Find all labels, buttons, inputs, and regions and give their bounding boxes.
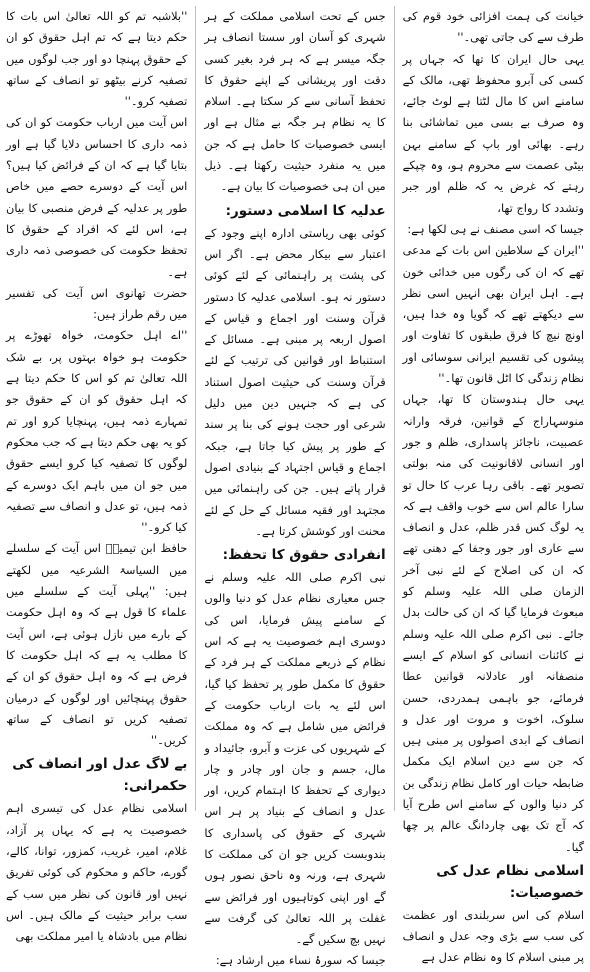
paragraph: نبی اکرم صلی اللہ علیہ وسلم نے جس معیاری نظام عدل کو دنیا والوں کے سامنے پیش فرمایا، اس کی دوسری اہم خصوصیت یہ ہے کہ اس نظام کے ذریعے مملکت کے ہر فرد کے حقوق کا مکمل طور پر تحفظ کیا گیا، اس لئے یہ بات ارباب حکومت کے فرائض میں شامل ہے کہ وہ مملکت کے شہریوں کی عزت و آبرو، جائیداد و مال، جسم و جان اور چادر و چار دیواری کے تحفظ کا اہتمام کریں، اور عدل و انصاف کے بنیاد پر ہر اس شہری کے حقوق کی پاسداری کا بندوبست کریں جو ان کی مملکت کا شہری ہے، ورنہ وہ ناحق نصور ہوں گے اور اپنی کوتاہیوں اور فرائض سے غفلت پر اللہ تعالیٰ کی گرفت سے نہیں بچ سکیں گے۔	[204, 570, 386, 947]
paragraph: اسلامی نظام عدل کی تیسری اہم خصوصیت یہ ہے کہ یہاں پر آزاد، غلام، امیر، غریب، کمزور، توانا، کالے، گورے، حاکم و محکوم کی کوئی تفریق نہیں اور قانون کی نظر میں سب کے سب برابر حیثیت کے مالک ہیں۔ اس نظام میں بادشاہ یا امیر مملکت بھی	[6, 801, 188, 944]
text-column-right	[402, 6, 584, 965]
paragraph: جس کے تحت اسلامی مملکت کے ہر شہری کو آسان اور سستا انصاف ہر جگہ میسر ہے کہ ہر فرد بغیر کسی دقت اور پریشانی کے اپنے حقوق کا تحفظ آسانی سے کر سکتا ہے۔ اسلام کا یہ نظام ہر جگہ بے مثال ہے اور ایسی خصوصیات کا حامل ہے کہ جن میں یہ منفرد حیثیت رکھتا ہے۔ ذیل میں ان ہی خصوصیات کا بیان ہے۔	[204, 9, 386, 194]
paragraph: یہی حال ہندوستان کا تھا، جہاں منوسہاراج کے قوانین، فرقہ وارانہ عصبیت، ناجائز پاسداری، ظلم و جور اور انسانی لاقانونیت کی منہ بولتی تصویر تھے۔ باقی رہا عرب کا حال تو سارا عالم اس سے خوب واقف ہے کہ یہ لوگ کس قدر ظلم، عدل و انصاف سے عاری اور جور وجفا کے دھنی تھے کہ ان کی اصلاح کے لئے نبی آخر الزمان صلی اللہ علیہ وسلم کو مبعوث فرمایا گیا کہ ان کی حالت بدل جائے۔ نبی اکرم صلی اللہ علیہ وسلم نے کائنات انسانی کو اسلام کے ایسے منصفانہ اور عادلانہ قوانین عطا فرمائے، جو باہمی ہمدردی، حسن سلوک، اخوت و مروت اور عدل و انصاف کے ابدی اصولوں پر مبنی ہیں کہ جن سے دین اسلام ایک مکمل ضابطہ حیات اور کامل نظام زندگی بن کر دنیا والوں کے سامنے اس طرح آیا کہ آج تک بھی چاردانگ عالم پر چھا گیا۔	[402, 392, 584, 854]
section-heading: انفرادی حقوق کا تحفظ:	[222, 547, 386, 564]
paragraph: جیسا کہ سورۂ نساء میں ارشاد ہے:	[215, 953, 386, 968]
paragraph: اس آیت میں ارباب حکومت کو ان کی ذمہ داری کا احساس دلایا گیا ہے اور بتایا گیا ہے کہ ان کے فرائض کیا ہیں؟ اس آیت کے دوسرے حصے میں خاص طور پر عدلیہ کے فرض منصبی کا بیان ہے، اس لئے کہ افراد کے حقوق کا تحفظ حکومت کی خصوصی ذمہ داری ہے۔	[6, 115, 188, 279]
text-column-middle	[204, 6, 386, 968]
column-divider	[195, 6, 196, 811]
section-heading: عدلیہ کا اسلامی دستور:	[225, 202, 386, 219]
paragraph: حضرت تھانوی اس آیت کی تفسیر میں رقم طراز ہیں:	[6, 285, 188, 322]
text-column-left	[6, 6, 188, 944]
paragraph: اسلام کی اس سربلندی اور عظمت کی سب سے بڑی وجہ عدل و انصاف پر مبنی اسلام کا وہ نظام عدل ہے	[402, 907, 584, 965]
column-divider	[394, 6, 395, 811]
section-heading: اسلامی نظام عدل کی خصوصیات:	[436, 862, 584, 901]
paragraph: یہی حال ایران کا تھا کہ جہاں پر کسی کی آبرو محفوظ تھی، مالک کے سامنے اس کا مال لٹتا ہے لوٹ جائے، وہ صرف بے بسی میں تماشائی بنا رہے۔ بھائی اور باپ کے سامنے بہن بیٹی عصمت سے محروم ہو، وہ چپکے رہتے کہ غرض یہ کہ ظلم اور جبر وتشدد کا رواج تھا،	[402, 51, 584, 215]
paragraph: حافظ ابن تیمیہؒ اس آیت کے سلسلے میں السیاسۃ الشرعیہ میں لکھتے ہیں: ''پہلی آیت کے سلسلے میں علماء کا قول ہے کہ وہ اہل حکومت کے بارے میں نازل ہوئی ہے، اس آیت کا مطلب یہ ہے کہ اہل حکومت کا فرض ہے کہ وہ اہل حقوق کو ان کے حقوق پہنچائیں اور لوگوں کے درمیان تصفیہ کریں تو انصاف کے ساتھ کریں۔''	[6, 541, 188, 748]
section-heading: بے لاگ عدل اور انصاف کی حکمرانی:	[12, 756, 188, 795]
paragraph: ''اے اہل حکومت، خواہ تھوڑے پر حکومت ہو خواہ بہتوں پر، بے شک اللہ تعالیٰ تم کو اس کا حکم دیتا ہے کہ اہل حقوق کو ان کے حقوق جو تمہارے ذمہ ہیں، پہنچایا کرو اور تم کو یہ بھی حکم دیتا ہے کہ جب محکوم لوگوں کا تصفیہ کیا کرو ایسے حقوق میں جو ان میں باہم ایک دوسرے کے ذمہ ہیں، تو عدل و انصاف سے تصفیہ کیا کرو۔''	[6, 328, 188, 535]
paragraph: کوئی بھی ریاستی ادارہ اپنے وجود کے اعتبار سے بیکار محض ہے۔ اگر اس کی پشت پر راہنمائی کے لئے کوئی دستور نہ ہو۔ اسلامی عدلیہ کا دستور قرآن وسنت اور اجماع و قیاس کے اصول اربعہ پر مبنی ہے۔ مسائل کے استنباط اور قوانین کی ترتیب کے لئے قرآن وسنت کی حیثیت اصول استناد کی ہے کہ جنہیں دین میں دلیل شرعی اور حجت ہونے کی بنا پر سند کے طور پر پیش کیا جاتا ہے، جبکہ اجماع و قیاس اجتہاد کے بنیادی اصول قرار پاتے ہیں۔ جن کی راہنمائی میں مجتہد اور فقیہ مسائل کے حل کے لئے محنت اور کوشش کرتا ہے۔	[204, 225, 386, 538]
paragraph: جیسا کہ اسی مصنف نے ہی لکھا ہے:	[407, 221, 584, 236]
paragraph: خیانت کی ہمت افزائی خود قوم کی طرف سے کی جاتی تھی۔''	[402, 9, 584, 45]
paragraph: ''بلاشبہ تم کو اللہ تعالیٰ اس بات کا حکم دیتا ہے کہ تم اہل حقوق کو ان کے حقوق پہنچا دو اور جب لوگوں میں تصفیہ کرنے بیٹھو تو انصاف کے ساتھ تصفیہ کرو۔''	[6, 9, 188, 109]
paragraph: ''ایران کے سلاطین اس بات کے مدعی تھے کہ ان کی رگوں میں خدائی خون ہے۔ اہل ایران بھی انہیں اسی نظر سے دیکھتے تھے کہ گویا وہ خدا ہیں، اونچ نیچ کا فرق طبقوں کا تفاوت اور پیشوں کی تقسیم ایرانی سوسائی اور نظام زندگی کا اٹل قانون تھا۔''	[402, 243, 584, 386]
